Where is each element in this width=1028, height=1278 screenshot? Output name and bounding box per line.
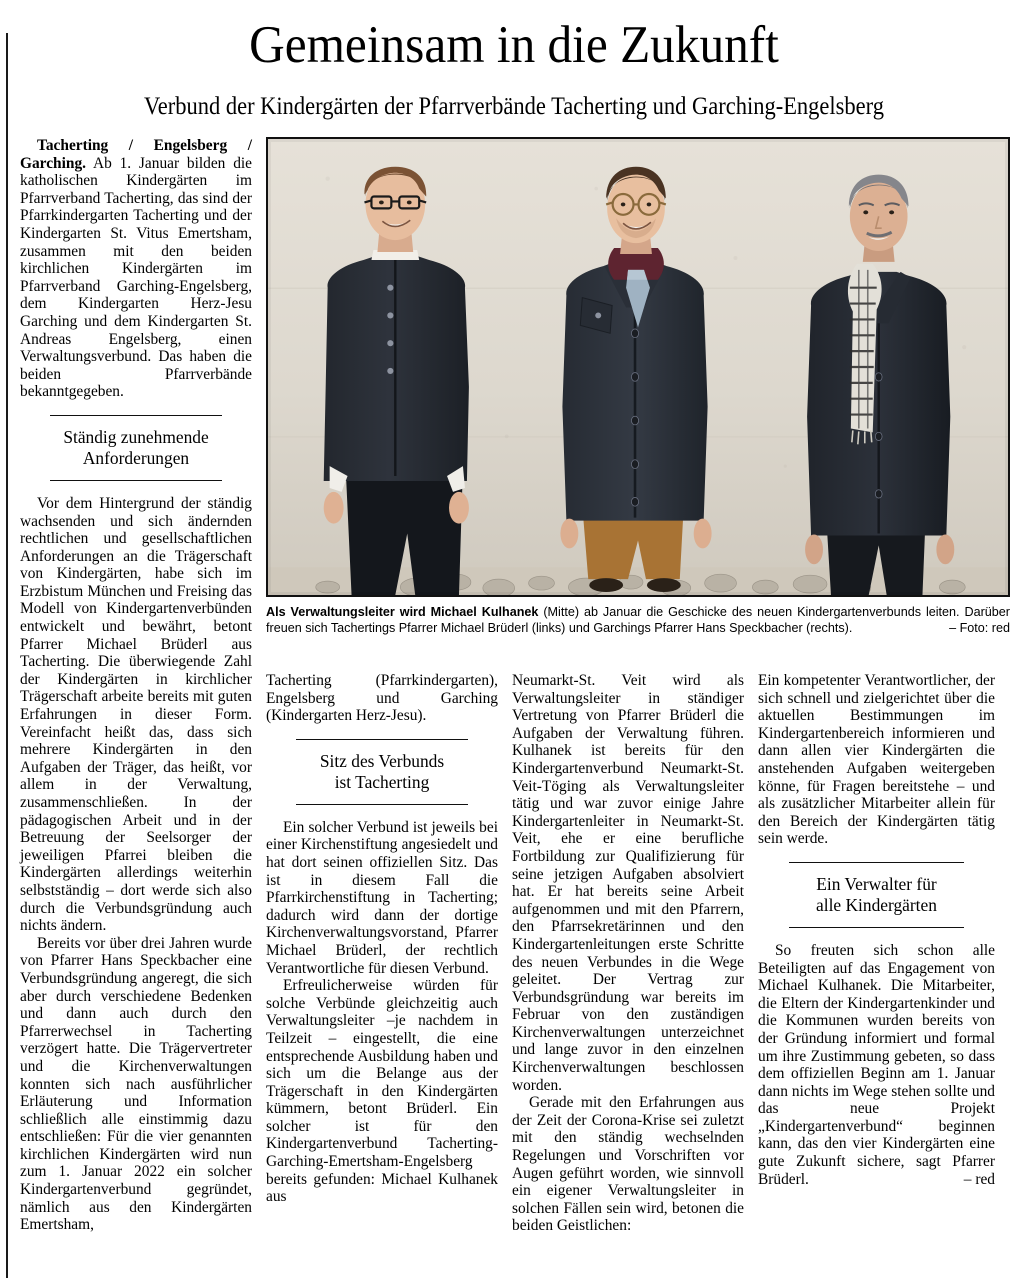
crosshead-rule-bottom (789, 927, 964, 928)
crosshead-2 (266, 739, 498, 805)
paragraph: Vor dem Hintergrund der ständig wachsenden und sich ändernden rechtlichen und gesellschaftlichen Anforderungen an die Trägerschaft von Kindergärten, habe sich im Erzbistum München und Freising das Modell von Kindergartenverbünden entwickelt und bewährt, betont Pfarrer Michael Brüderl aus Tacherting. Die überwiegende Zahl der Kindergärten in kirchlicher Trägerschaft arbeite bereits mit guten Erfahrungen in dieser Form. Vereinfacht heißt das, dass sich mehrere Kindergärten in den Aufgaben der Träger, das heißt, vor allem in der Verwaltung, zusammenschließen. In der pädagogischen Arbeit und in der Betreuung der Seelsorger der jeweiligen Pfarrei bleiben die Kindergärten allerdings weiterhin selbstständig – dort werde sich also durch die Verbundsgründung auch nichts ändern. (20, 494, 252, 935)
crosshead-rule-bottom (50, 480, 222, 481)
article-headline: Gemeinsam in die Zukunft (249, 16, 779, 74)
lead-text: Ab 1. Januar bilden die katholischen Kindergärten im Pfarrverband Tacherting, das sind der Pfarrkindergarten Tacherting und der Kindergarten St. Vitus Emertsham, zusammen mit den beiden kirchlichen Kindergärten im Pfarrverband Garching-Engelsberg, dem Kindergarten Herz-Jesu Garching und dem Kindergarten St. Andreas Engelsberg, einen Verwaltungsverbund. Das haben die beiden Pfarrverbände bekanntgegeben. (20, 154, 252, 401)
paragraph: Erfreulicherweise würden für solche Verbünde gleichzeitig auch Verwaltungsleiter –je nachdem in Teilzeit – eingestellt, die eine entsprechende Ausbildung haben und sich um die Belange aus der Trägerschaft in den Kindergärten kümmern, betont Brüderl. Ein solcher ist für den Kindergartenverbund Tacherting-Garching-Emertsham-Engelsberg bereits gefunden: Michael Kulhanek aus (266, 977, 498, 1206)
paragraph: Ein kompetenter Verantwortlicher, der sich schnell und zielgerichtet über die aktuellen Bestimmungen im Kindergartenbereich informieren und dann allen vier Kindergärten die anstehenden Aufgaben weitergeben könne, für Fragen bereitstehe – und als zusätzlicher Mitarbeiter allein für den Bereich der Kindergärten tätig sein werde. (758, 672, 995, 848)
photo-illustration (268, 139, 1008, 595)
column-2 (266, 672, 498, 1206)
crosshead-rule-top (50, 415, 222, 416)
crosshead-rule-bottom (296, 804, 468, 805)
lead-paragraph (20, 137, 252, 401)
paragraph: Ein solcher Verbund ist jeweils bei einer Kirchenstiftung angesiedelt und hat dort seinen offiziellen Sitz. Das ist in diesem Fall die Pfarrkirchenstiftung in Tacherting; dadurch wird dann der dortige Kirchenverwaltungsvorstand, Pfarrer Michael Brüderl, der rechtlich Verantwortliche für diesen Verbund. (266, 818, 498, 977)
paragraph: Gerade mit den Erfahrungen aus der Zeit der Corona-Krise sei zuletzt mit den ständig wechselnden Regelungen und Vorschriften vor Augen geführt worden, wie sinnvoll ein eigener Verwaltungsleiter in solchen Fällen sein wird, betonen die beiden Geistlichen: (512, 1094, 744, 1235)
crosshead-1 (20, 415, 252, 481)
paragraph: Bereits vor über drei Jahren wurde von Pfarrer Hans Speckbacher eine Verbundsgründung angeregt, die sich aber durch verschiedene Bedenken und dann auch durch den Pfarrerwechsel in Tacherting verzögert hatte. Die Trägervertreter und die Kirchenverwaltungen konnten sich nach ausführlicher Erläuterung und Information schließlich alle einstimmig dazu entschließen: Für die vier genannten kirchlichen Kindergärten wird nun zum 1. Januar 2022 ein solcher Kindergartenverbund gegründet, nämlich aus den Kindergärten Emertsham, (20, 934, 252, 1234)
article-subheadline: Verbund der Kindergärten der Pfarrverbände Tacherting und Garching-Engelsberg (143, 93, 885, 120)
crosshead-2-line2: ist Tacherting (334, 771, 430, 792)
article-photo (266, 137, 1010, 597)
caption-bold-lead: Als Verwaltungsleiter wird Michael Kulhanek (266, 605, 539, 619)
caption-body: (Mitte) ab Januar die Geschicke des neuen Kindergartenverbunds leiten. Darüber freuen sich Tachertings Pfarrer Michael Brüderl (links) und Garchings Pfarrer Hans Speckbacher (rechts). (266, 605, 1010, 636)
paragraph-text: So freuten sich schon alle Beteiligten auf das Engagement von Michael Kulhanek. Die Mitarbeiter, die Eltern der Kindergartenkinder und die Kommunen wurden bereits von der Gründung informiert und formal um ihre Zustimmung gebeten, so dass dem offiziellen Beginn am 1. Januar dann nichts im Wege stehen sollte und das neue Projekt „Kindergartenverbund“ beginnen kann, das den vier Kindergärten eine gute Zukunft sichere, sagt Pfarrer Brüderl. (758, 941, 995, 1188)
column-4 (758, 672, 995, 1188)
paragraph (758, 942, 995, 1188)
paragraph: Tacherting (Pfarrkindergarten), Engelsberg und Garching (Kindergarten Herz-Jesu). (266, 672, 498, 725)
crosshead-4 (758, 862, 995, 928)
masthead (20, 16, 1008, 122)
crosshead-rule-top (296, 739, 468, 740)
crosshead-2-line1: Sitz des Verbunds (319, 750, 445, 771)
crosshead-1-line1: Ständig zunehmende (63, 426, 209, 447)
photo-caption (266, 604, 1010, 637)
crosshead-4-line2: alle Kindergärten (816, 894, 937, 915)
column-3 (512, 672, 744, 1235)
column-1 (20, 137, 252, 1234)
paragraph: Neumarkt-St. Veit wird als Verwaltungsleiter in ständiger Vertretung von Pfarrer Brüderl die Aufgaben der Verwaltung führen. Kulhanek ist bereits für den Kindergartenverbund Neumarkt-St. Veit-Töging als Verwaltungsleiter tätig und war zuvor einige Jahre Kindergartenleiter in Neumarkt-St. Veit, ehe er eine berufliche Fortbildung zur Qualifizierung für seine jetzigen Aufgaben absolviert hat. Er hat bereits seine Arbeit aufgenommen und mit den Pfarrern, den Pfarrsekretärinnen und den Kindergartenleitungen erste Schritte des neuen Verbundes in die Wege geleitet. Der Vertrag zur Verbundsgründung war bereits im Februar von den zuständigen Kirchenverwaltungen unterzeichnet und lange zuvor in den einzelnen Kirchenverwaltungen beschlossen worden. (512, 672, 744, 1094)
byline-credit: – red (963, 1170, 995, 1188)
crosshead-4-line1: Ein Verwalter für (816, 873, 937, 894)
page-left-rule (6, 33, 8, 1278)
crosshead-rule-top (789, 862, 964, 863)
photo-credit: – Foto: red (949, 621, 1010, 636)
crosshead-1-line2: Anforderungen (82, 447, 190, 468)
dateline: Tacherting / Engelsberg / Garching. (20, 137, 252, 172)
